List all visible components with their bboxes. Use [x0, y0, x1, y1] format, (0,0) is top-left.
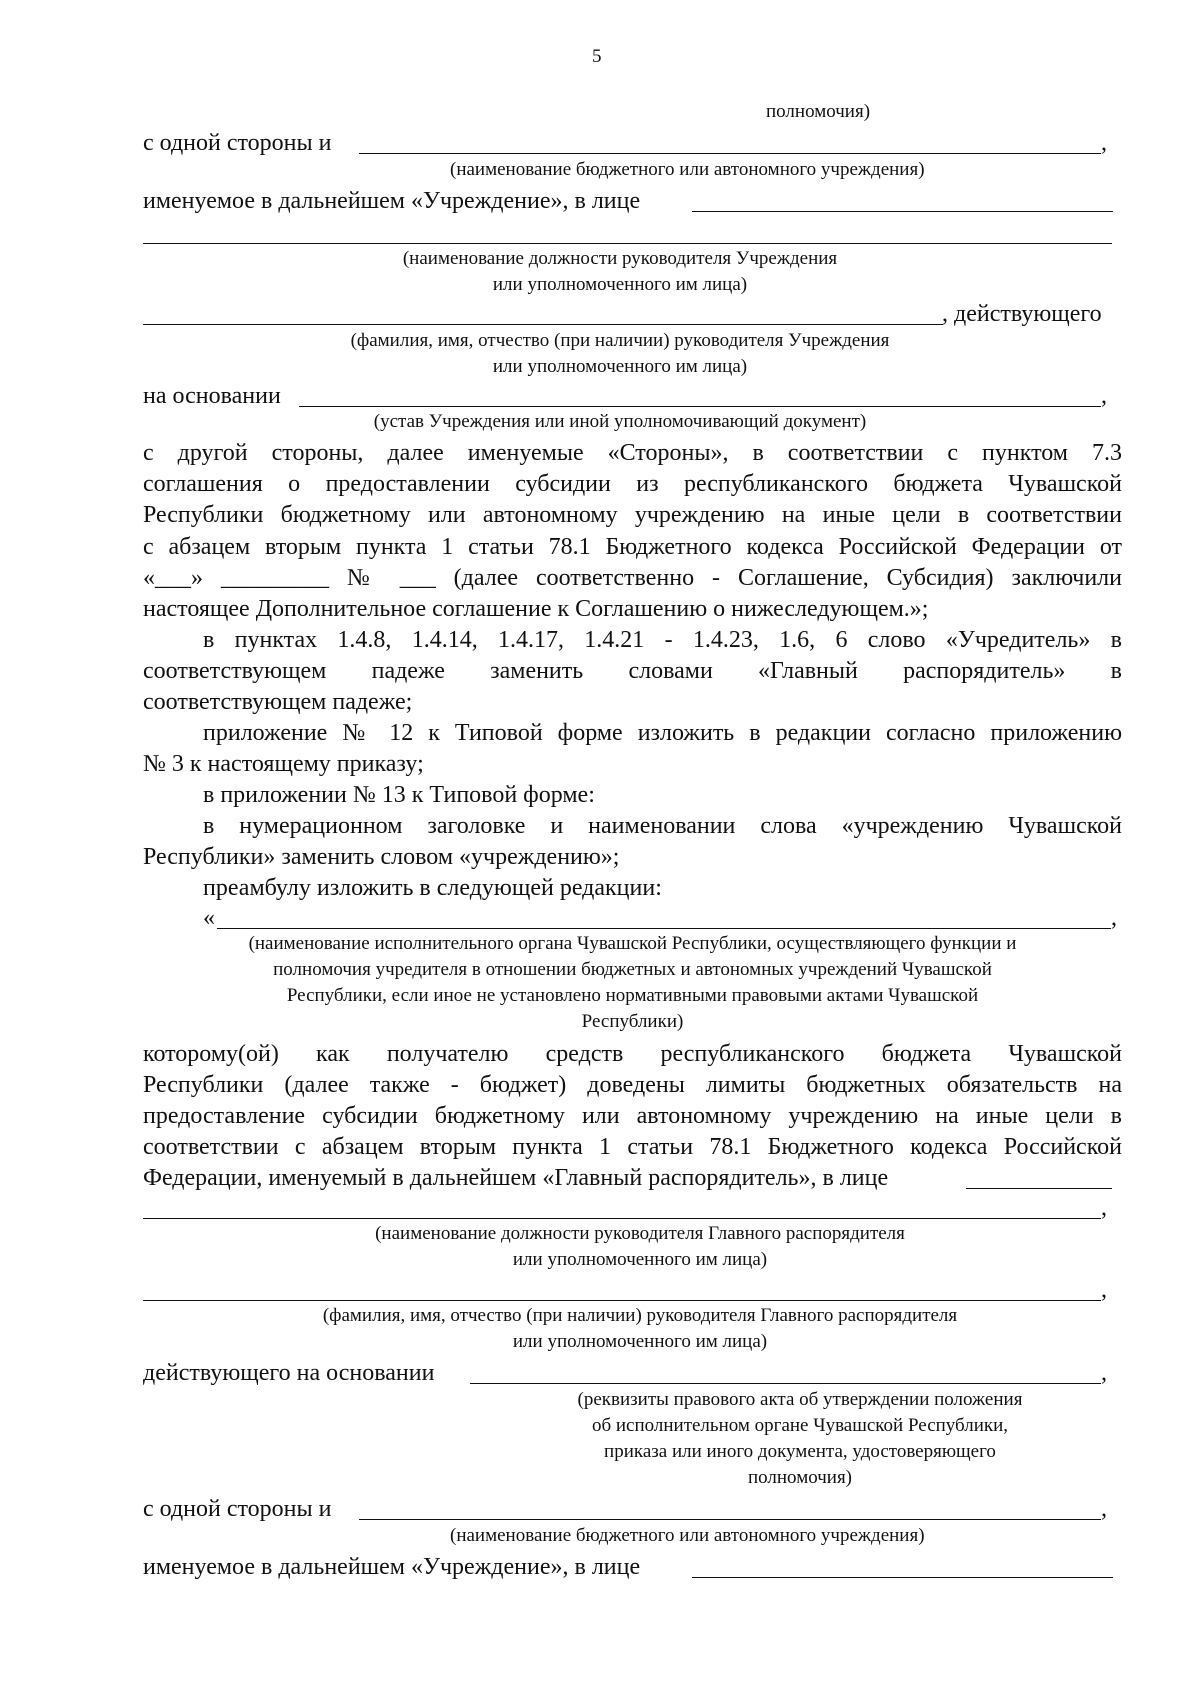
comma: ,	[1101, 1496, 1107, 1522]
representative-blank	[692, 211, 1113, 212]
gr-position-caption-1: (наименование должности руководителя Главного распорядителя	[375, 1223, 905, 1244]
organ-caption: (наименование исполнительного органа Чувашской Республики, осуществляющего функции и	[248, 933, 1017, 954]
paragraph-line: соответствующем падеже;	[143, 689, 413, 715]
act-caption: (реквизиты правового акта об утверждении положения	[577, 1389, 1023, 1410]
fio-caption-2: или уполномоченного им лица)	[492, 356, 748, 377]
comma: ,	[1101, 383, 1107, 409]
acting-label: , действующего	[942, 301, 1102, 327]
gr-fio-caption-2: или уполномоченного им лица)	[512, 1331, 768, 1352]
fio-blank	[143, 324, 943, 325]
act-blank	[470, 1383, 1101, 1384]
on-basis-label: на основании	[143, 383, 281, 409]
paragraph-line: «___» _________ № ___ (далее соответственно - Соглашение, Субсидия) заключили	[143, 565, 1122, 591]
position-caption-1: (наименование должности руководителя Учреждения	[402, 248, 838, 269]
institution-caption: (наименование бюджетного или автономного учреждения)	[450, 159, 925, 180]
institution-blank	[359, 1519, 1101, 1520]
gr-position-caption-2: или уполномоченного им лица)	[512, 1249, 768, 1270]
paragraph-line: соглашения о предоставлении субсидии из республиканского бюджета Чувашской	[143, 471, 1122, 497]
fio-caption-1: (фамилия, имя, отчество (при наличии) руководителя Учреждения	[350, 330, 890, 351]
comma: ,	[1101, 130, 1107, 156]
paragraph-line: с абзацем вторым пункта 1 статьи 78.1 Бюджетного кодекса Российской Федерации от	[143, 534, 1122, 560]
position-blank	[143, 243, 1112, 244]
paragraph-line: приложение № 12 к Типовой форме изложить в редакции согласно приложению	[203, 720, 1122, 746]
paragraph-line: с другой стороны, далее именуемые «Стороны», в соответствии с пунктом 7.3	[143, 440, 1122, 466]
paragraph-line: соответствующем падеже заменить словами «Главный распорядитель» в	[143, 658, 1122, 684]
representative-blank	[692, 1577, 1113, 1578]
institution-blank	[359, 153, 1101, 154]
act-caption: приказа или иного документа, удостоверяющего	[604, 1441, 996, 1462]
paragraph-line: преамбулу изложить в следующей редакции:	[203, 875, 662, 901]
act-caption: полномочия)	[747, 1467, 853, 1488]
gr-fio-caption-1: (фамилия, имя, отчество (при наличии) руководителя Главного распорядителя	[322, 1305, 958, 1326]
paragraph-line: № 3 к настоящему приказу;	[143, 751, 424, 777]
organ-caption: Республики, если иное не установлено нормативными правовыми актами Чувашской	[286, 985, 979, 1006]
institution-caption: (наименование бюджетного или автономного учреждения)	[450, 1525, 925, 1546]
comma: ,	[1101, 1195, 1107, 1221]
page-number: 5	[592, 46, 602, 67]
paragraph-line: Республики» заменить словом «учреждению»;	[143, 844, 620, 870]
paragraph-line: которому(ой) как получателю средств республиканского бюджета Чувашской	[143, 1041, 1122, 1067]
paragraph-line: Республики (далее также - бюджет) доведены лимиты бюджетных обязательств на	[143, 1072, 1122, 1098]
gr-position-blank	[143, 1218, 1101, 1219]
quote-open: «	[203, 905, 215, 931]
caption-powers: полномочия)	[766, 101, 871, 122]
paragraph-line: Республики бюджетному или автономному учреждению на иные цели в соответствии	[143, 502, 1122, 528]
act-caption: об исполнительном органе Чувашской Республики,	[591, 1415, 1009, 1436]
paragraph-line: Федерации, именуемый в дальнейшем «Главный распорядитель», в лице	[143, 1165, 889, 1191]
one-side-label: с одной стороны и	[143, 130, 332, 156]
paragraph-line: в приложении № 13 к Типовой форме:	[203, 782, 595, 808]
organ-blank	[217, 928, 1111, 929]
one-side-label: с одной стороны и	[143, 1496, 332, 1522]
comma: ,	[1101, 1277, 1107, 1303]
position-caption-2: или уполномоченного им лица)	[492, 274, 748, 295]
paragraph-line: в нумерационном заголовке и наименовании слова «учреждению Чувашской	[203, 813, 1122, 839]
named-as-label: именуемое в дальнейшем «Учреждение», в лице	[143, 188, 641, 214]
gr-representative-blank	[966, 1188, 1112, 1189]
organ-caption: Республики)	[581, 1011, 684, 1032]
comma: ,	[1111, 905, 1117, 931]
charter-caption: (устав Учреждения или иной уполномочивающий документ)	[373, 411, 867, 432]
organ-caption: полномочия учредителя в отношении бюджетных и автономных учреждений Чувашской	[273, 959, 992, 980]
comma: ,	[1101, 1360, 1107, 1386]
gr-fio-blank	[143, 1300, 1101, 1301]
basis-blank	[299, 406, 1101, 407]
paragraph-line: в пунктах 1.4.8, 1.4.14, 1.4.17, 1.4.21 - 1.4.23, 1.6, 6 слово «Учредитель» в	[203, 627, 1122, 653]
named-as-label: именуемое в дальнейшем «Учреждение», в лице	[143, 1554, 641, 1580]
paragraph-line: настоящее Дополнительное соглашение к Соглашению о нижеследующем.»;	[143, 596, 929, 622]
paragraph-line: соответствии с абзацем вторым пункта 1 статьи 78.1 Бюджетного кодекса Российской	[143, 1134, 1122, 1160]
paragraph-line: предоставление субсидии бюджетному или автономному учреждению на иные цели в	[143, 1103, 1122, 1129]
acting-on-basis-label: действующего на основании	[143, 1360, 435, 1386]
